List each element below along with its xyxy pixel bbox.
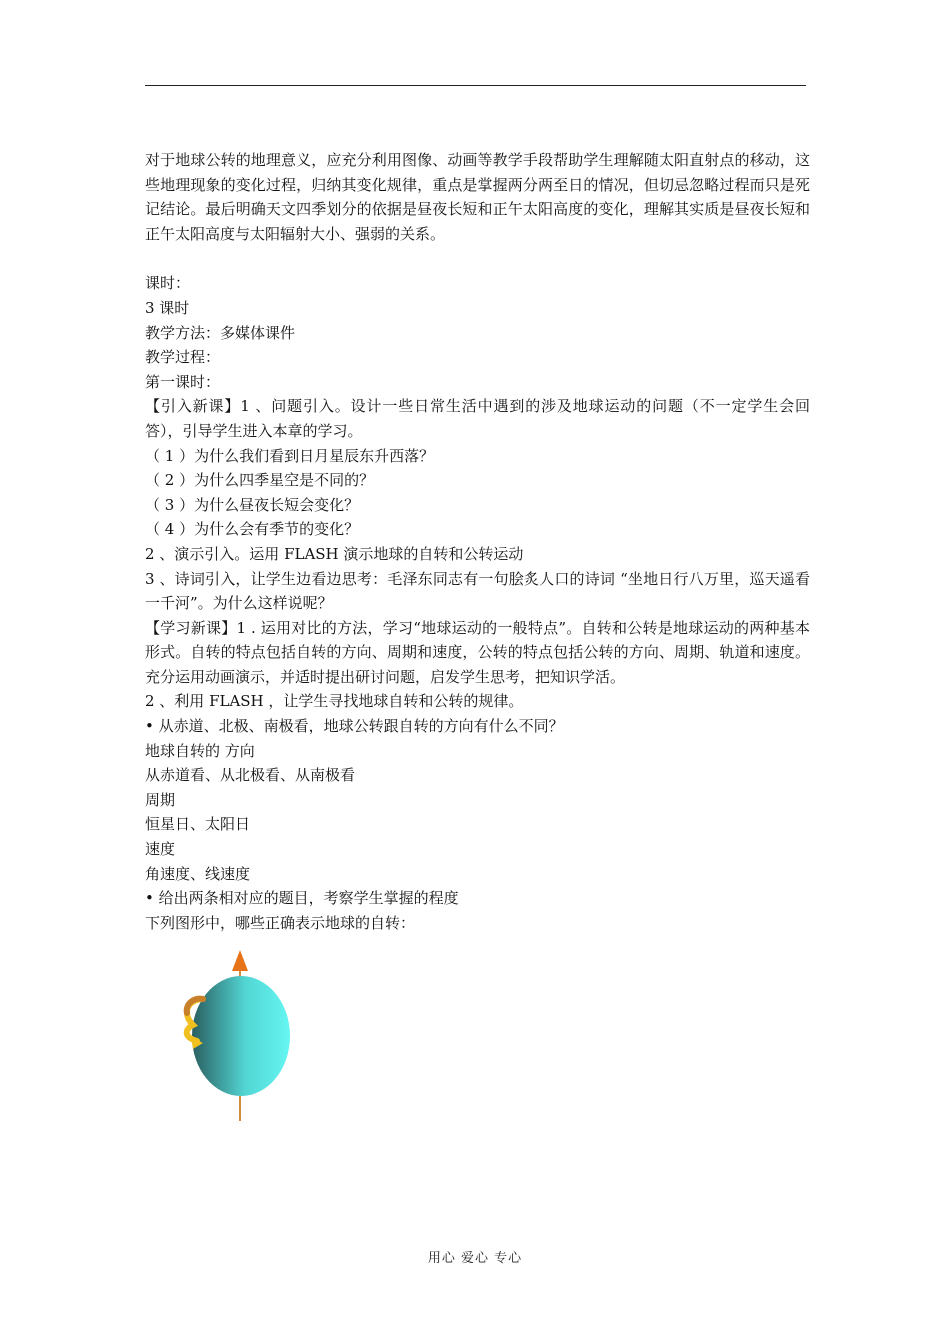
- paragraph-gap: [145, 246, 810, 271]
- rotation-line: 恒星日、太阳日: [145, 815, 251, 834]
- bullet-exercise: • 给出两条相对应的题目，考察学生掌握的程度: [145, 889, 459, 908]
- lesson-hours-value: 3 课时: [145, 298, 190, 317]
- document-body: [145, 148, 810, 935]
- bullet-question: • 从赤道、北极、南极看，地球公转跟自转的方向有什么不同？: [145, 717, 564, 736]
- north-arrow-icon: [232, 950, 248, 971]
- earth-rotation-figure: [175, 947, 300, 1127]
- intro-paragraph: 对于地球公转的地理意义，应充分利用图像、动画等教学手段帮助学生理解随太阳直射点的移动，这些地理现象的变化过程，归纳其变化规律，重点是掌握两分两至日的情况，但切忌忽略过程而只是死记结论。最后明确天文四季划分的依据是昼夜长短和正午太阳高度的变化，理解其实质是昼夜长短和正午太阳高度与太阳辐射大小、强弱的关系。: [145, 151, 810, 243]
- new-lesson-paragraph: 【学习新课】1 . 运用对比的方法，学习“地球运动的一般特点”。自转和公转是地球运动的两种基本形式。自转的特点包括自转的方向、周期和速度，公转的特点包括公转的方向、周期、轨道和速度。充分运用动画演示，并适时提出研讨问题，启发学生思考，把知识学活。: [145, 618, 810, 686]
- lesson-hours-label: 课时：: [145, 274, 191, 293]
- header-rule: [145, 85, 806, 86]
- rotation-line: 速度: [145, 840, 176, 859]
- teaching-method: 教学方法：多媒体课件: [145, 323, 296, 342]
- poem-paragraph: 3 、诗词引入，让学生边看边思考：毛泽东同志有一句脍炙人口的诗词 “坐地日行八万里，巡天遥看一千河”。为什么这样说呢？: [145, 569, 810, 613]
- teaching-process-label: 教学过程：: [145, 348, 221, 367]
- rotation-line: 地球自转的 方向: [145, 741, 255, 760]
- flash-line: 2 、利用 FLASH ，让学生寻找地球自转和公转的规律。: [145, 692, 524, 711]
- question-item: （ 2 ）为什么四季星空是不同的？: [145, 471, 375, 490]
- rotation-line: 角速度、线速度: [145, 864, 251, 883]
- rotation-line: 从赤道看、从北极看、从南极看: [145, 766, 356, 785]
- question-item: （ 3 ）为什么昼夜长短会变化？: [145, 495, 360, 514]
- earth-globe: [192, 976, 290, 1096]
- intro-lesson-paragraph: 【引入新课】1 、问题引入。设计一些日常生活中遇到的涉及地球运动的问题（不一定学生会回答），引导学生进入本章的学习。: [145, 397, 810, 440]
- first-lesson-label: 第一课时：: [145, 372, 221, 391]
- figure-prompt: 下列图形中，哪些正确表示地球的自转：: [145, 913, 416, 932]
- demo-line: 2 、演示引入。运用 FLASH 演示地球的自转和公转运动: [145, 544, 524, 563]
- page-footer: 用心 爱心 专心: [427, 1251, 523, 1266]
- question-item: （ 1 ）为什么我们看到日月星辰东升西落？: [145, 446, 435, 465]
- rotation-line: 周期: [145, 790, 176, 809]
- question-item: （ 4 ）为什么会有季节的变化？: [145, 520, 360, 539]
- earth-rotation-svg: [175, 947, 300, 1127]
